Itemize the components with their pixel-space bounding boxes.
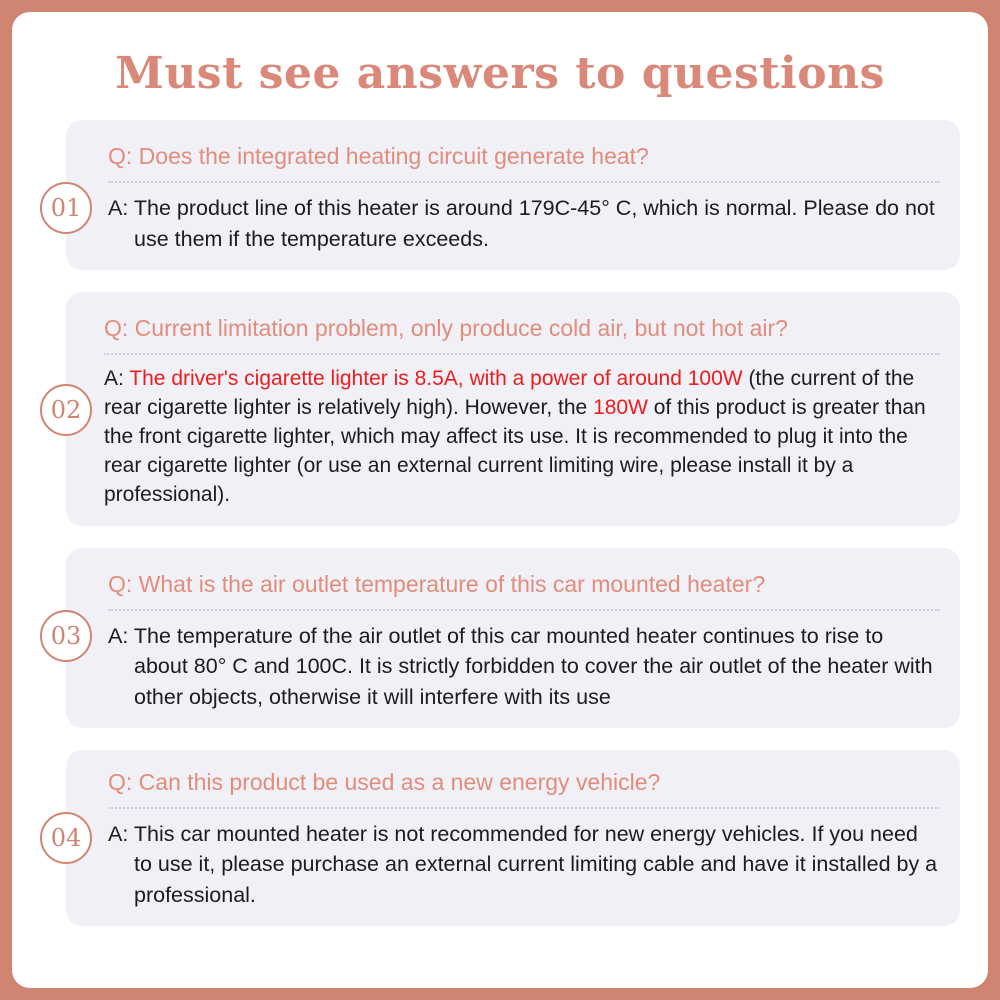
faq-number-badge: 04 [40, 812, 92, 864]
divider [104, 353, 940, 355]
faq-card [66, 120, 960, 270]
answer-highlight-secondary: 180W [593, 395, 648, 419]
answer-text-tail: of this product is greater than the front cigarette lighter, which may affect its use. It is recommended to plug it into the rear cigarette lighter (or use an external current limiting wire, please install it by a professional). [104, 395, 926, 506]
divider [108, 181, 940, 183]
answer-text: The temperature of the air outlet of this car mounted heater continues to rise to about 80° C and 100C. It is strictly forbidden to cover the air outlet of the heater with other objects, otherwise it will interfere with its use [133, 623, 933, 709]
answer-text-middle: (the current of the rear cigarette lighter is relatively high). However, the [104, 366, 915, 419]
divider [108, 609, 940, 611]
answer-highlight-primary: The driver's cigarette lighter is 8.5A, with a power of around 100W [129, 366, 743, 390]
faq-number-badge: 03 [40, 610, 92, 662]
answer-prefix: A: [108, 623, 134, 648]
faq-item [40, 292, 960, 526]
faq-number-badge: 01 [40, 182, 92, 234]
answer-prefix: A: [108, 196, 134, 221]
faq-item [40, 120, 960, 270]
faq-item [40, 548, 960, 728]
faq-item [40, 750, 960, 926]
faq-list [40, 120, 960, 926]
faq-question: Q: Current limitation problem, only produce cold air, but not hot air? [104, 315, 788, 342]
page-title: Must see answers to questions [115, 48, 885, 99]
answer-text: This car mounted heater is not recommended for new energy vehicles. If you need to use it, please purchase an external current limiting cable and have it installed by a professional. [133, 821, 938, 907]
faq-card [66, 292, 960, 526]
faq-card [66, 750, 960, 926]
faq-question: Q: Does the integrated heating circuit generate heat? [108, 143, 649, 170]
faq-card [66, 548, 960, 728]
divider [108, 807, 940, 809]
faq-answer [104, 365, 940, 510]
faq-answer [108, 621, 940, 713]
faq-page [12, 12, 988, 988]
faq-answer [108, 819, 940, 911]
faq-number-badge: 02 [40, 384, 92, 436]
faq-question: Q: What is the air outlet temperature of this car mounted heater? [108, 570, 766, 597]
answer-prefix: A: [104, 366, 130, 390]
answer-prefix: A: [108, 821, 134, 846]
faq-answer [108, 193, 940, 254]
faq-question: Q: Can this product be used as a new energy vehicle? [108, 769, 661, 796]
answer-text: The product line of this heater is around 179C-45° C, which is normal. Please do not use them if the temperature exceeds. [133, 196, 935, 251]
